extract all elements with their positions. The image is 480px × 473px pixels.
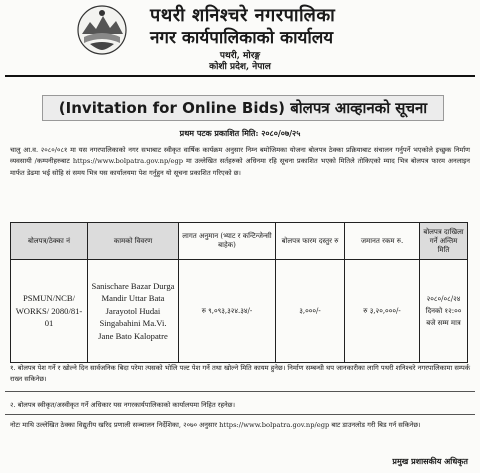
note-download: नोटः माथि उल्लेखित ठेक्का विद्युतीय खरिद प्रणाली सञ्चालन निर्देशिका, २०७० अनुसार https://www.bolpatra.gov.np/egp बाट डाउनलोड गरी बिड गर्न सकिनेछ।	[10, 421, 421, 429]
cost-cell: रु ९,०९३,३२४.३४/-	[179, 260, 276, 363]
bid-table	[10, 222, 468, 363]
note-2: २. बोलपत्र स्वीकृत/अस्वीकृत गर्ने अधिकार यस नगरकार्यपालिकाको कार्यालयमा निहित रहनेछ।	[10, 401, 235, 409]
description-cell: Sanischare Bazar Durga Mandir Uttar Bata Jarayotol Hudai Singabahini Ma.Vi. Jane Bato Kalopatre	[88, 260, 179, 363]
note-divider-2	[5, 414, 475, 415]
header-divider	[5, 75, 475, 77]
col-description: कामको विवरण	[88, 223, 179, 260]
contract-no-cell: PSMUN/NCB/ WORKS/ 2080/81-01	[11, 260, 88, 363]
deadline-cell: २०८०/०८/२४ दिनको १२:०० बजे सम्म मात्र	[420, 260, 468, 363]
signature-title: प्रमुख प्रशासकीय अधिकृत	[392, 456, 468, 466]
intro-paragraph: चालु आ.व. २०८०/०८१ मा यस नगरपालिकाको नगर सभाबाट स्वीकृत वार्षिक कार्यक्रम अनुसार निम्न बमोजिमका योजना बोलपत्र ठेक्का प्रक्रियाबाट संचालन गर्नुपर्ने भएकोले इच्छुक निर्माण व्यवसायी /कम्पनीहरुबाट https://www.bolpatra.gov.np/egp मा उल्लेखित सर्तहरुको अधिनमा रहि सूचना प्रकाशित भएको मितिले तोकिएको म्याद भित्र बोलपत्र फारम अनलाइन मार्फत डेढमा भई सोहि सं समय भित्र यस कार्यालयमा पेश गर्नुहुन यो सूचना प्रकाशित गरिएको छ।	[10, 146, 470, 177]
col-cost: लागत अनुमान (भ्याट र कन्टिन्जेन्सी बाहेक)	[179, 223, 276, 260]
province: कोशी प्रदेश, नेपाल	[209, 62, 271, 72]
col-deadline: बोलपत्र दाखिला गर्ने अन्तिम मिति	[420, 223, 468, 260]
table-header-row	[11, 223, 468, 260]
table-row	[11, 260, 468, 363]
col-fee: बोलपत्र फारम दस्तुर रु	[276, 223, 345, 260]
col-contract-no: बोलपत्र/ठेक्का नं	[11, 223, 88, 260]
fee-cell: ३,०००/-	[276, 260, 345, 363]
security-cell: रु ३,२०,०००/-	[345, 260, 420, 363]
municipality-name: पथरी शनिश्चरे नगरपालिका	[150, 5, 336, 26]
notice-title: (Invitation for Online Bids) बोलपत्र आव्हानको सूचना	[42, 95, 444, 121]
note-1: १. बोलपत्र पेश गर्ने र खोल्ने दिन सार्वजनिक बिदा परेमा त्यसको भोलि पल्ट पेश गर्ने तथा खोल्ने मिति कायम हुनेछ। निर्माण सम्बन्धी थप जानकारीका लागि पथरी शनिश्चरे नगरपालिकामा सम्पर्क राख्न सकिनेछ।	[10, 364, 470, 383]
address: पथरी, मोरङ्ग	[219, 51, 261, 61]
office-name: नगर कार्यपालिकाको कार्यालय	[150, 28, 334, 48]
note-divider	[5, 391, 475, 392]
col-security: जमानत रकम रु.	[345, 223, 420, 260]
published-date: प्रथम पटक प्रकाशित मिति: २०८०/०७/२५	[179, 128, 301, 138]
